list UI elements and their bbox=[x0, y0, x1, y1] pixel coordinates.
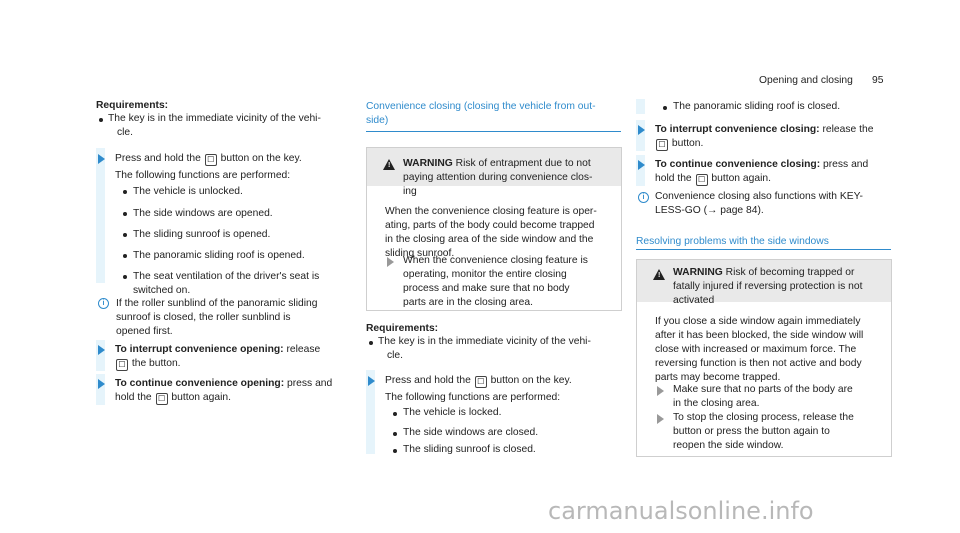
step-bar bbox=[96, 148, 105, 283]
function-item: The sliding sunroof is closed. bbox=[403, 444, 536, 455]
warning-body: reversing function is then not active and body bbox=[655, 358, 862, 369]
continue-text: To continue convenience opening: press and bbox=[115, 378, 333, 389]
continue-text: hold the ☐ button again. bbox=[655, 173, 771, 184]
warning-step: process and make sure that no body bbox=[403, 283, 570, 294]
step-text: Press and hold the ☐ button on the key. bbox=[385, 375, 572, 386]
bullet bbox=[393, 412, 397, 416]
warning-triangle-icon: ! bbox=[383, 159, 395, 170]
step-arrow-icon bbox=[98, 345, 105, 355]
functions-intro: The following functions are performed: bbox=[115, 170, 291, 181]
heading-underline bbox=[636, 249, 891, 250]
step-arrow-icon bbox=[368, 376, 375, 386]
interrupt-text: ☐ the button. bbox=[115, 357, 181, 371]
page-number: 95 bbox=[872, 75, 884, 86]
warning-line: fatally injured if reversing protection is not bbox=[673, 281, 863, 292]
warning-step: button or press the button again to bbox=[673, 426, 830, 437]
continue-text: To continue convenience closing: press and bbox=[655, 159, 869, 170]
page-reference-link[interactable]: page 84). bbox=[720, 205, 764, 216]
warning-body: close with increased or maximum force. The bbox=[655, 344, 857, 355]
warning-body: sliding sunroof. bbox=[385, 248, 455, 259]
warning-line: WARNING Risk of becoming trapped or bbox=[673, 267, 855, 278]
info-text: Convenience closing also functions with KEY- bbox=[655, 191, 863, 202]
step-arrow-icon bbox=[657, 386, 664, 396]
page-reference-arrow-icon: → bbox=[707, 205, 718, 216]
section-heading: side) bbox=[366, 115, 389, 126]
section-heading: Resolving problems with the side windows bbox=[636, 236, 829, 247]
warning-line: paying attention during convenience clos- bbox=[403, 172, 593, 183]
bullet bbox=[369, 341, 373, 345]
function-item: The side windows are opened. bbox=[133, 208, 273, 219]
warning-body: If you close a side window again immediately bbox=[655, 316, 861, 327]
step-arrow-icon bbox=[98, 379, 105, 389]
info-text: sunroof is closed, the roller sunblind is bbox=[116, 312, 291, 323]
step-text: Press and hold the ☐ button on the key. bbox=[115, 153, 302, 164]
info-icon: i bbox=[98, 298, 109, 309]
requirement-text: cle. bbox=[387, 350, 404, 361]
info-text: opened first. bbox=[116, 326, 173, 337]
interrupt-text: To interrupt convenience closing: release the bbox=[655, 124, 874, 135]
step-arrow-icon bbox=[387, 257, 394, 267]
bullet bbox=[393, 449, 397, 453]
functions-intro: The following functions are performed: bbox=[385, 392, 561, 403]
interrupt-text: ☐ button. bbox=[655, 137, 703, 151]
info-text: If the roller sunblind of the panoramic sliding bbox=[116, 298, 318, 309]
warning-step: When the convenience closing feature is bbox=[403, 255, 588, 266]
step-arrow-icon bbox=[638, 160, 645, 170]
lock-key-icon: ☐ bbox=[475, 376, 487, 388]
lock-key-icon: ☐ bbox=[696, 174, 708, 186]
warning-step: operating, monitor the entire closing bbox=[403, 269, 567, 280]
function-item: The seat ventilation of the driver's seat is bbox=[133, 271, 320, 282]
function-item: The vehicle is unlocked. bbox=[133, 186, 243, 197]
bullet bbox=[123, 190, 127, 194]
warning-step: parts are in the closing area. bbox=[403, 297, 533, 308]
requirements-label: Requirements: bbox=[366, 323, 439, 334]
warning-line: ing bbox=[403, 186, 417, 197]
unlock-key-icon: ☐ bbox=[116, 359, 128, 371]
lock-key-icon: ☐ bbox=[656, 139, 668, 151]
function-item: The panoramic sliding roof is opened. bbox=[133, 250, 305, 261]
requirement-text: cle. bbox=[117, 127, 134, 138]
warning-step: reopen the side window. bbox=[673, 440, 784, 451]
requirement-text: The key is in the immediate vicinity of the vehi- bbox=[378, 336, 591, 347]
bullet bbox=[393, 432, 397, 436]
warning-step: in the closing area. bbox=[673, 398, 760, 409]
warning-line: activated bbox=[673, 295, 715, 306]
interrupt-text: To interrupt convenience opening: release bbox=[115, 344, 321, 355]
step-arrow-icon bbox=[657, 414, 664, 424]
warning-body: parts may become trapped. bbox=[655, 372, 781, 383]
warning-box bbox=[636, 259, 892, 457]
bullet bbox=[123, 254, 127, 258]
warning-step: To stop the closing process, release the bbox=[673, 412, 854, 423]
requirement-text: The key is in the immediate vicinity of the vehi- bbox=[108, 113, 321, 124]
section-heading: Convenience closing (closing the vehicle from out- bbox=[366, 101, 596, 112]
unlock-key-icon: ☐ bbox=[156, 393, 168, 405]
section-title: Opening and closing bbox=[759, 75, 853, 86]
warning-body: When the convenience closing feature is oper- bbox=[385, 206, 597, 217]
function-item: The vehicle is locked. bbox=[403, 407, 502, 418]
warning-triangle-icon: ! bbox=[653, 269, 665, 280]
watermark: carmanualsonline.info bbox=[548, 497, 814, 525]
warning-body: ating, parts of the body could become trapped bbox=[385, 220, 595, 231]
warning-box bbox=[366, 147, 622, 311]
step-arrow-icon bbox=[638, 125, 645, 135]
bullet bbox=[123, 233, 127, 237]
warning-body: in the closing area of the side window and the bbox=[385, 234, 594, 245]
warning-step: Make sure that no parts of the body are bbox=[673, 384, 853, 395]
unlock-key-icon: ☐ bbox=[205, 154, 217, 166]
function-item: The sliding sunroof is opened. bbox=[133, 229, 271, 240]
bullet bbox=[663, 106, 667, 110]
warning-body: after it has been blocked, the side window will bbox=[655, 330, 864, 341]
bullet bbox=[99, 118, 103, 122]
warning-line: WARNING Risk of entrapment due to not bbox=[403, 158, 591, 169]
function-item: The panoramic sliding roof is closed. bbox=[673, 101, 841, 112]
info-icon: i bbox=[638, 192, 649, 203]
continue-text: hold the ☐ button again. bbox=[115, 392, 231, 403]
info-text: LESS-GO (→ page 84). bbox=[655, 205, 764, 216]
requirements-label: Requirements: bbox=[96, 100, 169, 111]
bullet bbox=[123, 275, 127, 279]
bullet bbox=[123, 212, 127, 216]
heading-underline bbox=[366, 131, 621, 132]
step-bar bbox=[636, 99, 645, 114]
function-item: switched on. bbox=[133, 285, 191, 296]
function-item: The side windows are closed. bbox=[403, 427, 539, 438]
step-arrow-icon bbox=[98, 154, 105, 164]
